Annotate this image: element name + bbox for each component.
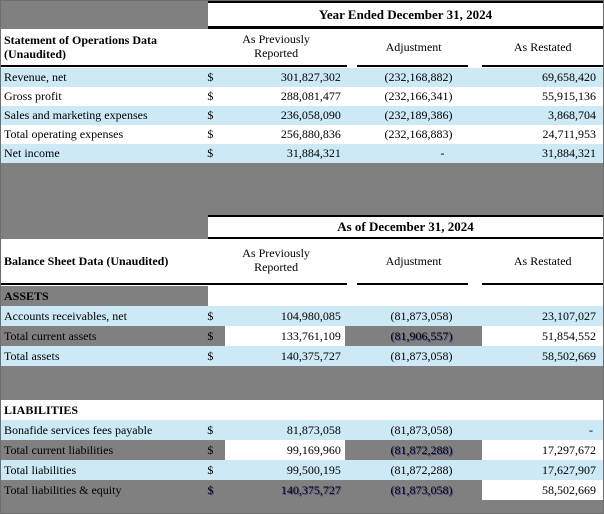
table-row-total-current-assets <box>1 326 603 346</box>
row-label: Total operating expenses <box>4 127 124 141</box>
table2-col-prev <box>207 247 345 275</box>
cell-previously-reported-highlighted: 140,375,727 <box>280 482 341 497</box>
cell-previously-reported: 140,375,727 <box>280 348 341 363</box>
cell-restated: 24,711,953 <box>542 127 596 141</box>
cell-adjustment: (81,872,288) <box>390 462 453 477</box>
cell-restated: 69,658,420 <box>542 70 596 84</box>
cell-restated: 58,502,669 <box>482 480 603 500</box>
cell-previously-reported: 99,169,960 <box>286 442 341 457</box>
row-label: Gross profit <box>4 89 62 103</box>
cell-spacer <box>454 326 482 346</box>
currency-symbol: $ <box>207 422 214 437</box>
table1-period-spacer <box>1 1 208 29</box>
cell-previously-reported: 236,058,090 <box>280 108 341 122</box>
table1-col-restated: As Restated <box>513 39 572 54</box>
table-row-sales-marketing <box>1 106 603 125</box>
cell-restated: 51,854,552 <box>542 328 596 343</box>
cell-restated: 17,297,672 <box>542 442 596 457</box>
cell-spacer <box>454 125 482 144</box>
table-row-accounts-receivables <box>1 306 603 326</box>
row-label: Total assets <box>4 348 60 363</box>
rule-segment <box>482 65 603 67</box>
cell-restated: 17,627,907 <box>542 462 596 477</box>
section-heading-assets <box>1 286 603 306</box>
rule-segment <box>357 283 469 285</box>
cell-spacer <box>454 460 482 480</box>
cell-adjustment: (232,166,341) <box>384 89 453 103</box>
cell-spacer <box>454 440 482 460</box>
table2-period-band <box>1 215 603 239</box>
row-label: Net income <box>4 146 60 160</box>
table-row-total-liabilities-equity <box>1 480 603 500</box>
table2-column-header-row <box>1 239 603 283</box>
currency-symbol: $ <box>207 440 225 460</box>
table-row-gross-profit <box>1 87 603 106</box>
table-row-total-current-liabilities <box>1 440 603 460</box>
row-label: Revenue, net <box>4 70 67 84</box>
currency-symbol: $ <box>207 146 214 160</box>
table-row-total-operating-expenses <box>1 125 603 144</box>
row-label: Total current liabilities <box>1 440 207 460</box>
table1-period-header: Year Ended December 31, 2024 <box>208 1 603 29</box>
liabilities-heading: LIABILITIES <box>4 402 79 417</box>
table1-title: Statement of Operations Data (Unaudited) <box>4 32 157 61</box>
currency-symbol: $ <box>207 108 214 122</box>
cell-previously-reported: 81,873,058 <box>286 422 341 437</box>
cell-spacer <box>454 480 482 500</box>
rule-segment <box>1 65 347 67</box>
cell-adjustment: (232,168,883) <box>384 127 453 141</box>
currency-symbol: $ <box>207 70 214 84</box>
row-label: Total current assets <box>1 326 207 346</box>
cell-previously-reported: 256,880,836 <box>280 127 341 141</box>
cell-spacer <box>454 346 482 366</box>
cell-previously-reported: 104,980,085 <box>280 308 341 323</box>
assets-heading: ASSETS <box>1 286 208 306</box>
cell-adjustment-highlighted: (81,906,557) <box>345 326 455 346</box>
cell-adjustment: (232,189,386) <box>384 108 453 122</box>
cell-adjustment-highlighted: (81,873,058) <box>390 482 453 497</box>
cell-restated: 55,915,136 <box>542 89 596 103</box>
currency-symbol: $ <box>207 127 214 141</box>
table2-col-adjustment: Adjustment <box>385 253 442 268</box>
row-label: Sales and marketing expenses <box>4 108 148 122</box>
table-row-net-income <box>1 144 603 163</box>
row-label: Total liabilities <box>4 462 77 477</box>
row-label: Total liabilities & equity <box>4 482 122 497</box>
cell-spacer <box>454 420 482 440</box>
table2-period-spacer <box>1 215 208 239</box>
table-row-total-liabilities <box>1 460 603 480</box>
table1-period-band <box>1 1 603 29</box>
table1-col-prev-label: As Previously Reported <box>242 32 310 60</box>
table2-title: Balance Sheet Data (Unaudited) <box>4 253 169 268</box>
cell-previously-reported: 288,081,477 <box>280 89 341 103</box>
cell-restated: - <box>589 422 593 437</box>
cell-adjustment: (81,873,058) <box>390 422 453 437</box>
rule-segment <box>357 65 469 67</box>
rule-segment <box>1 283 347 285</box>
section-heading-liabilities <box>1 400 603 420</box>
cell-restated: 23,107,027 <box>542 308 596 323</box>
currency-symbol: $ <box>207 308 214 323</box>
table1-col-adjustment: Adjustment <box>385 39 442 54</box>
cell-adjustment: (81,873,058) <box>390 348 453 363</box>
table-row-bonafide-fees-payable <box>1 420 603 440</box>
table-row-total-assets <box>1 346 603 366</box>
cell-spacer <box>454 144 482 163</box>
section-gap <box>1 366 603 400</box>
cell-restated: 3,868,704 <box>548 108 596 122</box>
currency-symbol: $ <box>207 326 225 346</box>
cell-restated: 58,502,669 <box>542 348 596 363</box>
cell-adjustment: (232,168,882) <box>384 70 453 84</box>
row-label: Bonafide services fees payable <box>4 422 153 437</box>
cell-spacer <box>454 106 482 125</box>
table2-col-restated: As Restated <box>513 253 572 268</box>
cell-adjustment: - <box>440 146 445 160</box>
table2-col-prev-label: As Previously Reported <box>242 246 310 274</box>
table2-period-header: As of December 31, 2024 <box>208 215 603 239</box>
table1-column-header-row <box>1 29 603 65</box>
currency-symbol: $ <box>207 482 214 497</box>
table-row-revenue-net <box>1 68 603 87</box>
cell-previously-reported: 301,827,302 <box>280 70 341 84</box>
table1-col-prev <box>207 33 345 61</box>
cell-spacer <box>454 306 482 326</box>
cell-previously-reported: 31,884,321 <box>286 146 341 160</box>
currency-symbol: $ <box>207 462 214 477</box>
cell-spacer <box>454 87 482 106</box>
section-gap <box>1 163 603 215</box>
cell-previously-reported: 133,761,109 <box>280 328 341 343</box>
cell-adjustment: (81,873,058) <box>390 308 453 323</box>
cell-spacer <box>454 68 482 87</box>
row-label: Accounts receivables, net <box>4 308 127 323</box>
currency-symbol: $ <box>207 348 214 363</box>
rule-segment <box>482 283 603 285</box>
cell-previously-reported: 99,500,195 <box>286 462 341 477</box>
cell-restated: 31,884,321 <box>542 146 596 160</box>
cell-adjustment-highlighted: (81,872,288) <box>345 440 455 460</box>
currency-symbol: $ <box>207 89 214 103</box>
